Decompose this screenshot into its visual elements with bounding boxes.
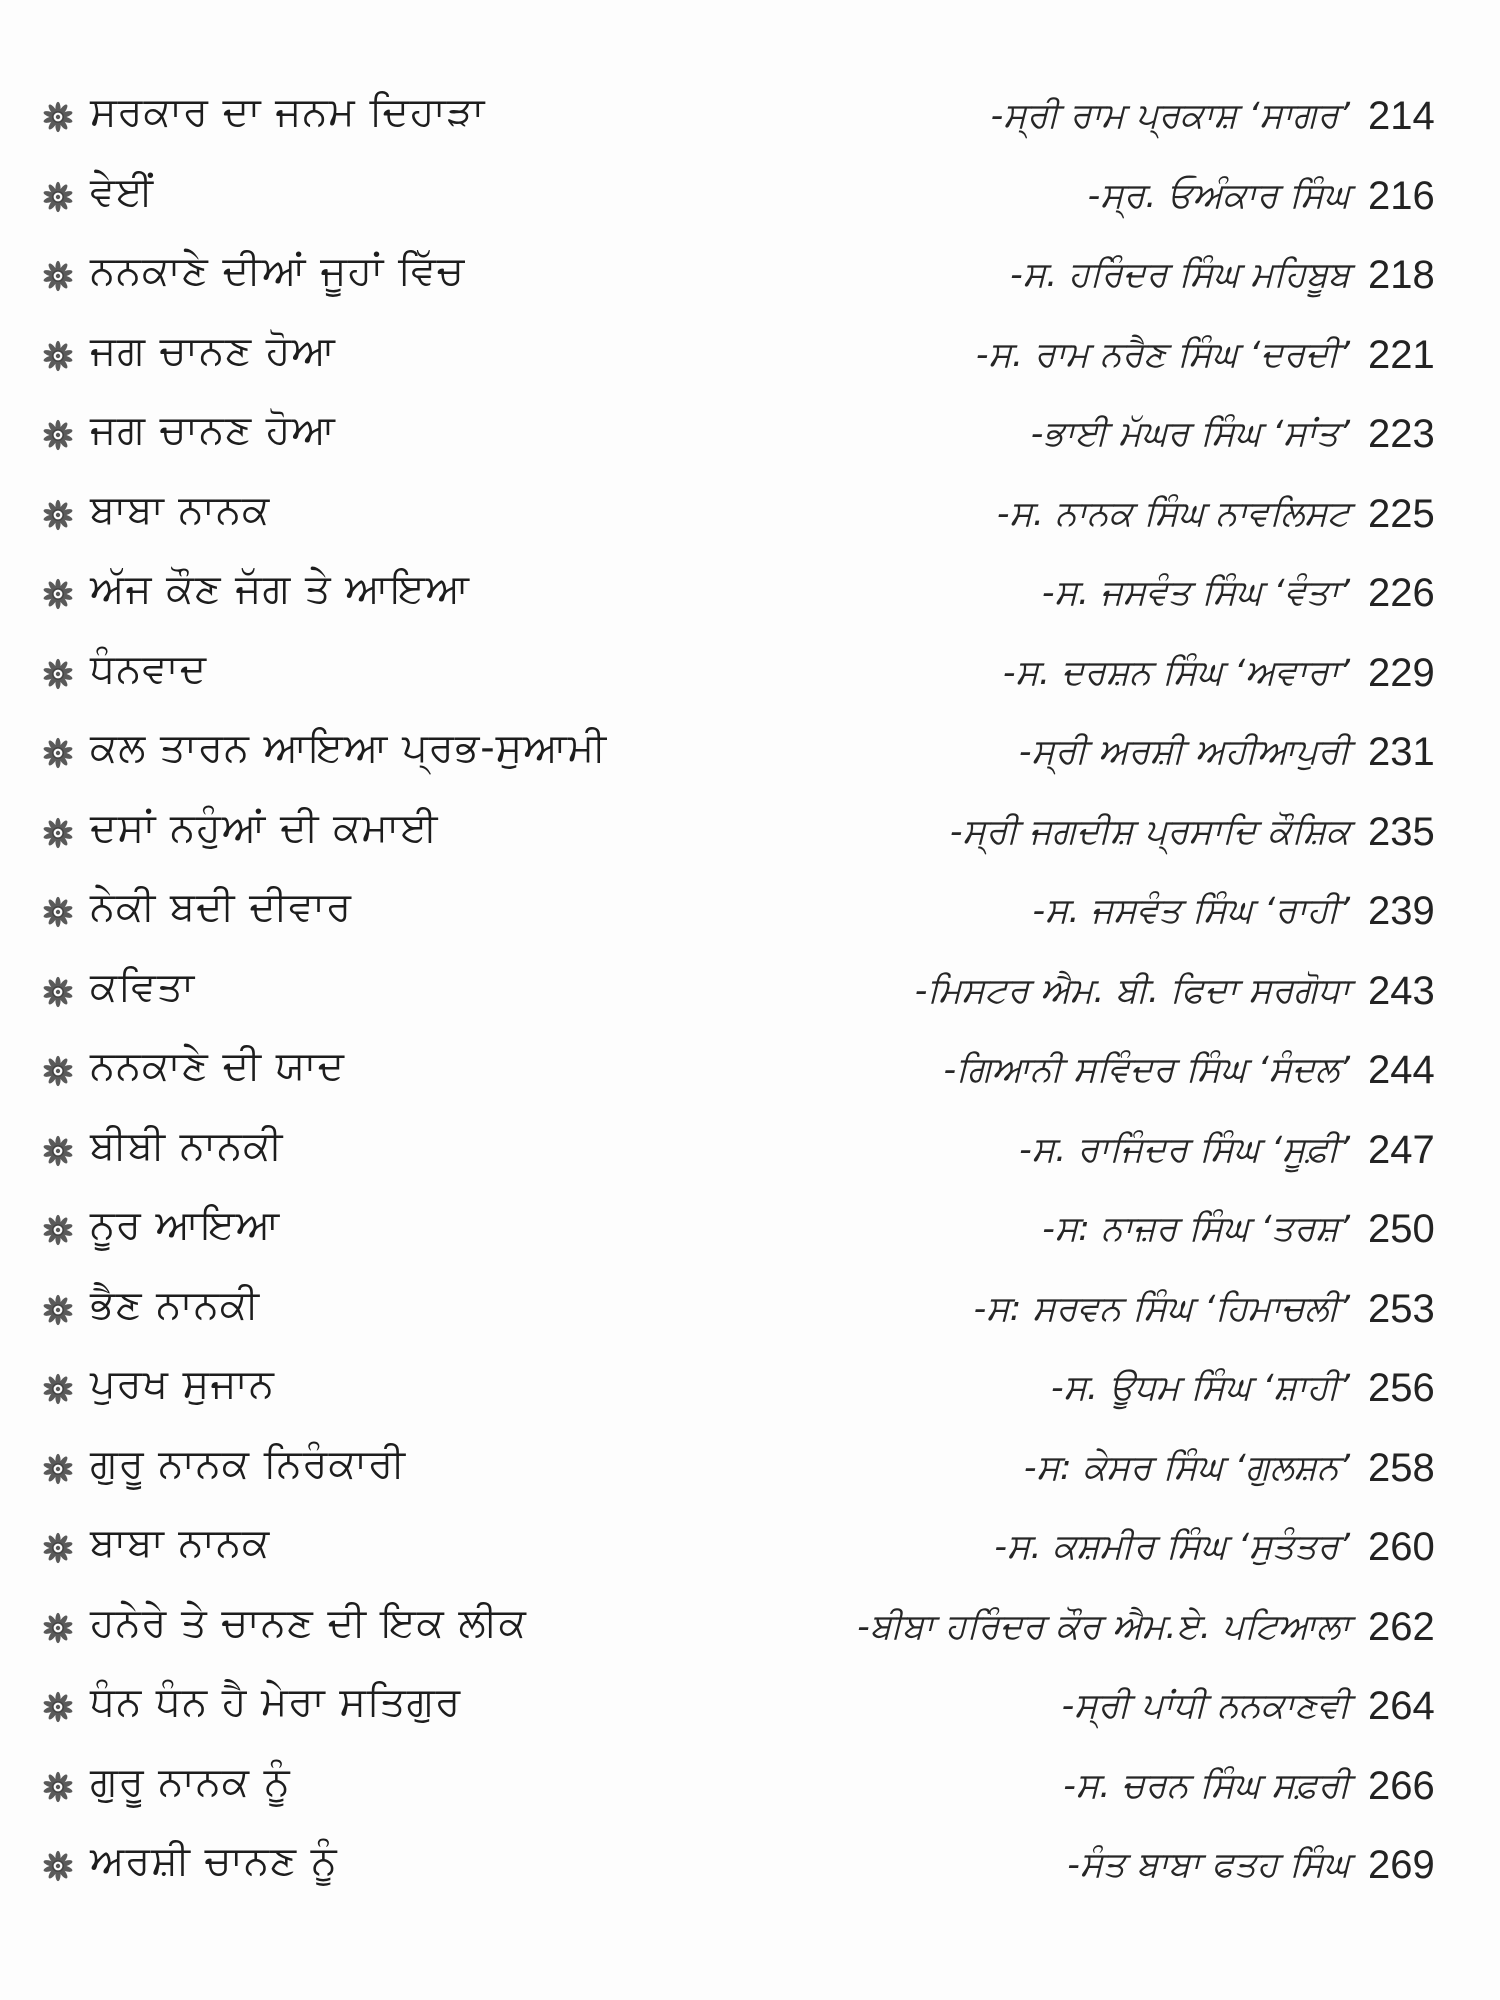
entry-page-number: 214: [1368, 94, 1435, 138]
entry-author: -ਸ. ਦਰਸ਼ਨ ਸਿੰਘ ‘ਅਵਾਰਾ’: [1002, 652, 1350, 693]
flower-bullet-icon: [41, 1134, 75, 1168]
flower-center-dot: [56, 353, 60, 357]
toc-entry: [0, 396, 1500, 476]
entry-page-number: 226: [1368, 571, 1435, 615]
entry-author: -ਸ੍ਰ. ਓਅੰਕਾਰ ਸਿੰਘ: [1087, 175, 1350, 216]
flower-bullet-icon: [41, 1611, 75, 1645]
toc-entry: [0, 1748, 1500, 1828]
flower-center-dot: [56, 1466, 60, 1470]
flower-bullet-icon-graphic: [41, 1213, 75, 1247]
flower-bullet-icon-graphic: [41, 1293, 75, 1327]
flower-center-dot: [56, 274, 60, 278]
flower-bullet-icon: [41, 1690, 75, 1724]
entry-page-number: 269: [1368, 1843, 1435, 1887]
entry-title: ਗੁਰੂ ਨਾਨਕ ਨੂੰ: [90, 1758, 291, 1805]
entry-title: ਕਲ ਤਾਰਨ ਆਇਆ ਪ੍ਰਭ-ਸੁਆਮੀ: [90, 725, 608, 771]
flower-center-dot: [56, 512, 60, 516]
entry-page-number: 258: [1368, 1445, 1435, 1490]
toc-entry: [0, 1191, 1500, 1271]
flower-bullet-icon-graphic: [41, 259, 75, 293]
table-of-contents: [0, 78, 1500, 1907]
flower-bullet-icon-graphic: [41, 1690, 75, 1724]
entry-title: ਵੇਈਂ: [90, 168, 155, 215]
flower-center-dot: [56, 910, 60, 914]
entry-page-number: 235: [1368, 809, 1435, 854]
entry-author: -ਸ੍ਰੀ ਪਾਂਧੀ ਨਨਕਾਣਵੀ: [1061, 1686, 1350, 1726]
flower-center-dot: [56, 1784, 60, 1788]
entry-page-number: 229: [1368, 650, 1435, 695]
flower-center-dot: [56, 1228, 60, 1232]
entry-page-number: 266: [1368, 1763, 1435, 1808]
entry-page-number: 231: [1368, 730, 1435, 774]
flower-bullet-icon-graphic: [41, 895, 75, 929]
toc-entry: [0, 476, 1500, 556]
toc-entry: [0, 158, 1500, 238]
entry-page-number: 218: [1368, 253, 1435, 297]
entry-title: ਗੁਰੂ ਨਾਨਕ ਨਿਰੰਕਾਰੀ: [90, 1440, 407, 1487]
flower-center-dot: [56, 194, 60, 198]
entry-author: -ਸ: ਕੇਸਰ ਸਿੰਘ ‘ਗੁਲਸ਼ਨ’: [1023, 1447, 1350, 1488]
toc-entry: [0, 1589, 1500, 1669]
toc-entry: [0, 1509, 1500, 1589]
entry-page-number: 216: [1368, 173, 1435, 218]
entry-title: ਅਰਸ਼ੀ ਚਾਨਣ ਨੂੰ: [90, 1838, 338, 1884]
toc-entry: [0, 1430, 1500, 1510]
flower-bullet-icon-graphic: [41, 816, 75, 850]
flower-bullet-icon-graphic: [41, 975, 75, 1009]
toc-entry: [0, 1271, 1500, 1351]
flower-bullet-icon: [41, 498, 75, 532]
flower-center-dot: [56, 751, 60, 755]
entry-title: ਜਗ ਚਾਨਣ ਹੋਆ: [90, 407, 336, 453]
flower-center-dot: [56, 1148, 60, 1152]
flower-center-dot: [56, 1387, 60, 1391]
flower-center-dot: [56, 830, 60, 834]
entry-page-number: 244: [1368, 1048, 1435, 1092]
entry-author: -ਗਿਆਨੀ ਸਵਿੰਦਰ ਸਿੰਘ ‘ਸੰਦਲ’: [943, 1050, 1350, 1090]
flower-bullet-icon-graphic: [41, 100, 75, 134]
flower-bullet-icon-graphic: [41, 1531, 75, 1565]
entry-title: ਨੇਕੀ ਬਦੀ ਦੀਵਾਰ: [90, 884, 353, 930]
flower-center-dot: [56, 115, 60, 119]
entry-page-number: 256: [1368, 1366, 1435, 1410]
entry-author: -ਸ: ਨਾਜ਼ਰ ਸਿੰਘ ‘ਤਰਸ਼’: [1042, 1209, 1350, 1249]
entry-title: ਦਸਾਂ ਨਹੁੰਆਂ ਦੀ ਕਮਾਈ: [90, 804, 439, 851]
entry-title: ਸਰਕਾਰ ਦਾ ਜਨਮ ਦਿਹਾੜਾ: [90, 89, 486, 135]
flower-bullet-icon-graphic: [41, 657, 75, 691]
entry-title: ਭੈਣ ਨਾਨਕੀ: [90, 1281, 261, 1328]
entry-title: ਬਾਬਾ ਨਾਨਕ: [90, 1520, 271, 1566]
entry-author: -ਸ੍ਰੀ ਅਰਸ਼ੀ ਅਹੀਆਪੁਰੀ: [1018, 732, 1350, 772]
entry-title: ਅੱਜ ਕੌਣ ਜੱਗ ਤੇ ਆਇਆ: [90, 566, 471, 612]
entry-page-number: 262: [1368, 1604, 1435, 1649]
toc-entry: [0, 1350, 1500, 1430]
entry-author: -ਸੰਤ ਬਾਬਾ ਫਤਹ ਸਿੰਘ: [1067, 1845, 1350, 1885]
flower-bullet-icon-graphic: [41, 498, 75, 532]
flower-bullet-icon: [41, 577, 75, 611]
flower-center-dot: [56, 1705, 60, 1709]
entry-author: -ਸ. ਜਸਵੰਤ ਸਿੰਘ ‘ਰਾਹੀ’: [1032, 891, 1350, 931]
entry-page-number: 253: [1368, 1286, 1435, 1331]
flower-bullet-icon: [41, 1770, 75, 1804]
entry-title: ਕਵਿਤਾ: [90, 963, 196, 1010]
entry-author: -ਸ. ਚਰਨ ਸਿੰਘ ਸਫ਼ਰੀ: [1063, 1765, 1350, 1806]
entry-title: ਜਗ ਚਾਨਣ ਹੋਆ: [90, 327, 336, 374]
toc-entry: [0, 794, 1500, 874]
flower-bullet-icon: [41, 975, 75, 1009]
flower-bullet-icon-graphic: [41, 339, 75, 373]
entry-author: -ਬੀਬਾ ਹਰਿੰਦਰ ਕੌਰ ਐਮ.ਏ. ਪਟਿਆਲਾ: [857, 1606, 1350, 1647]
flower-bullet-icon: [41, 100, 75, 134]
entry-author: -ਭਾਈ ਮੱਘਰ ਸਿੰਘ ‘ਸਾਂਤ’: [1030, 414, 1350, 454]
flower-center-dot: [56, 989, 60, 993]
entry-author: -ਸ. ਰਾਮ ਨਰੈਣ ਸਿੰਘ ‘ਦਰਦੀ’: [975, 334, 1350, 375]
entry-page-number: 264: [1368, 1684, 1435, 1728]
entry-author: -ਸ. ਜਸਵੰਤ ਸਿੰਘ ‘ਵੰਤਾ’: [1041, 573, 1350, 613]
entry-title: ਧੰਨ ਧੰਨ ਹੈ ਮੇਰਾ ਸਤਿਗੁਰ: [90, 1679, 462, 1725]
flower-bullet-icon: [41, 1293, 75, 1327]
flower-bullet-icon: [41, 1452, 75, 1486]
entry-page-number: 247: [1368, 1127, 1435, 1172]
flower-center-dot: [56, 1864, 60, 1868]
flower-center-dot: [56, 1069, 60, 1073]
flower-bullet-icon: [41, 1849, 75, 1883]
flower-bullet-icon: [41, 1213, 75, 1247]
flower-bullet-icon-graphic: [41, 1134, 75, 1168]
toc-entry: [0, 1032, 1500, 1112]
entry-page-number: 225: [1368, 491, 1435, 536]
flower-bullet-icon: [41, 1372, 75, 1406]
toc-entry: [0, 237, 1500, 317]
flower-bullet-icon: [41, 1054, 75, 1088]
entry-author: -ਸ. ਊਧਮ ਸਿੰਘ ‘ਸ਼ਾਹੀ’: [1050, 1368, 1350, 1408]
entry-title: ਨਨਕਾਣੇ ਦੀਆਂ ਜੂਹਾਂ ਵਿੱਚ: [90, 248, 465, 294]
entry-author: -ਸ: ਸਰਵਨ ਸਿੰਘ ‘ਹਿਮਾਚਲੀ’: [973, 1288, 1350, 1329]
entry-author: -ਸ. ਕਸ਼ਮੀਰ ਸਿੰਘ ‘ਸੁਤੰਤਰ’: [994, 1527, 1350, 1567]
entry-title: ਪੁਰਖ ਸੁਜਾਨ: [90, 1361, 275, 1407]
toc-entry: [0, 1112, 1500, 1192]
entry-title: ਨੂਰ ਆਇਆ: [90, 1202, 281, 1248]
toc-entry: [0, 635, 1500, 715]
flower-bullet-icon: [41, 339, 75, 373]
entry-page-number: 250: [1368, 1207, 1435, 1251]
entry-author: -ਸ. ਹਰਿੰਦਰ ਸਿੰਘ ਮਹਿਬੂਬ: [1010, 255, 1350, 295]
entry-author: -ਸ੍ਰੀ ਜਗਦੀਸ਼ ਪ੍ਰਸਾਦਿ ਕੌਸ਼ਿਕ: [949, 811, 1350, 852]
flower-center-dot: [56, 592, 60, 596]
flower-center-dot: [56, 433, 60, 437]
flower-bullet-icon: [41, 259, 75, 293]
entry-page-number: 239: [1368, 889, 1435, 933]
entry-author: -ਮਿਸਟਰ ਐਮ. ਬੀ. ਫਿਦਾ ਸਰਗੋਧਾ: [914, 970, 1350, 1011]
flower-bullet-icon: [41, 816, 75, 850]
flower-bullet-icon: [41, 895, 75, 929]
toc-entry: [0, 78, 1500, 158]
toc-entry: [0, 317, 1500, 397]
flower-center-dot: [56, 1546, 60, 1550]
toc-entry: [0, 1827, 1500, 1907]
flower-center-dot: [56, 1625, 60, 1629]
toc-entry: [0, 953, 1500, 1033]
entry-title: ਹਨੇਰੇ ਤੇ ਚਾਨਣ ਦੀ ਇਕ ਲੀਕ: [90, 1599, 527, 1646]
flower-center-dot: [56, 1307, 60, 1311]
entry-page-number: 260: [1368, 1525, 1435, 1569]
toc-entry: [0, 1668, 1500, 1748]
flower-bullet-icon: [41, 418, 75, 452]
toc-entry: [0, 555, 1500, 635]
entry-author: -ਸ. ਰਾਜਿੰਦਰ ਸਿੰਘ ‘ਸੂਫ਼ੀ’: [1019, 1129, 1350, 1170]
toc-entry: [0, 714, 1500, 794]
entry-title: ਧੰਨਵਾਦ: [90, 645, 208, 692]
flower-bullet-icon-graphic: [41, 1054, 75, 1088]
flower-bullet-icon-graphic: [41, 1849, 75, 1883]
flower-bullet-icon: [41, 1531, 75, 1565]
entry-title: ਨਨਕਾਣੇ ਦੀ ਯਾਦ: [90, 1043, 345, 1089]
flower-bullet-icon: [41, 180, 75, 214]
flower-bullet-icon-graphic: [41, 736, 75, 770]
entry-author: -ਸ. ਨਾਨਕ ਸਿੰਘ ਨਾਵਲਿਸਟ: [996, 493, 1350, 534]
flower-bullet-icon-graphic: [41, 418, 75, 452]
flower-center-dot: [56, 671, 60, 675]
entry-author: -ਸ੍ਰੀ ਰਾਮ ਪ੍ਰਕਾਸ਼ ‘ਸਾਗਰ’: [990, 96, 1350, 136]
flower-bullet-icon-graphic: [41, 180, 75, 214]
entry-page-number: 221: [1368, 332, 1435, 377]
toc-entry: [0, 873, 1500, 953]
flower-bullet-icon-graphic: [41, 1452, 75, 1486]
entry-page-number: 243: [1368, 968, 1435, 1013]
flower-bullet-icon-graphic: [41, 577, 75, 611]
flower-bullet-icon: [41, 736, 75, 770]
entry-page-number: 223: [1368, 412, 1435, 456]
flower-bullet-icon-graphic: [41, 1770, 75, 1804]
flower-bullet-icon: [41, 657, 75, 691]
entry-title: ਬਾਬਾ ਨਾਨਕ: [90, 486, 271, 533]
flower-bullet-icon-graphic: [41, 1372, 75, 1406]
entry-title: ਬੀਬੀ ਨਾਨਕੀ: [90, 1122, 284, 1169]
flower-bullet-icon-graphic: [41, 1611, 75, 1645]
